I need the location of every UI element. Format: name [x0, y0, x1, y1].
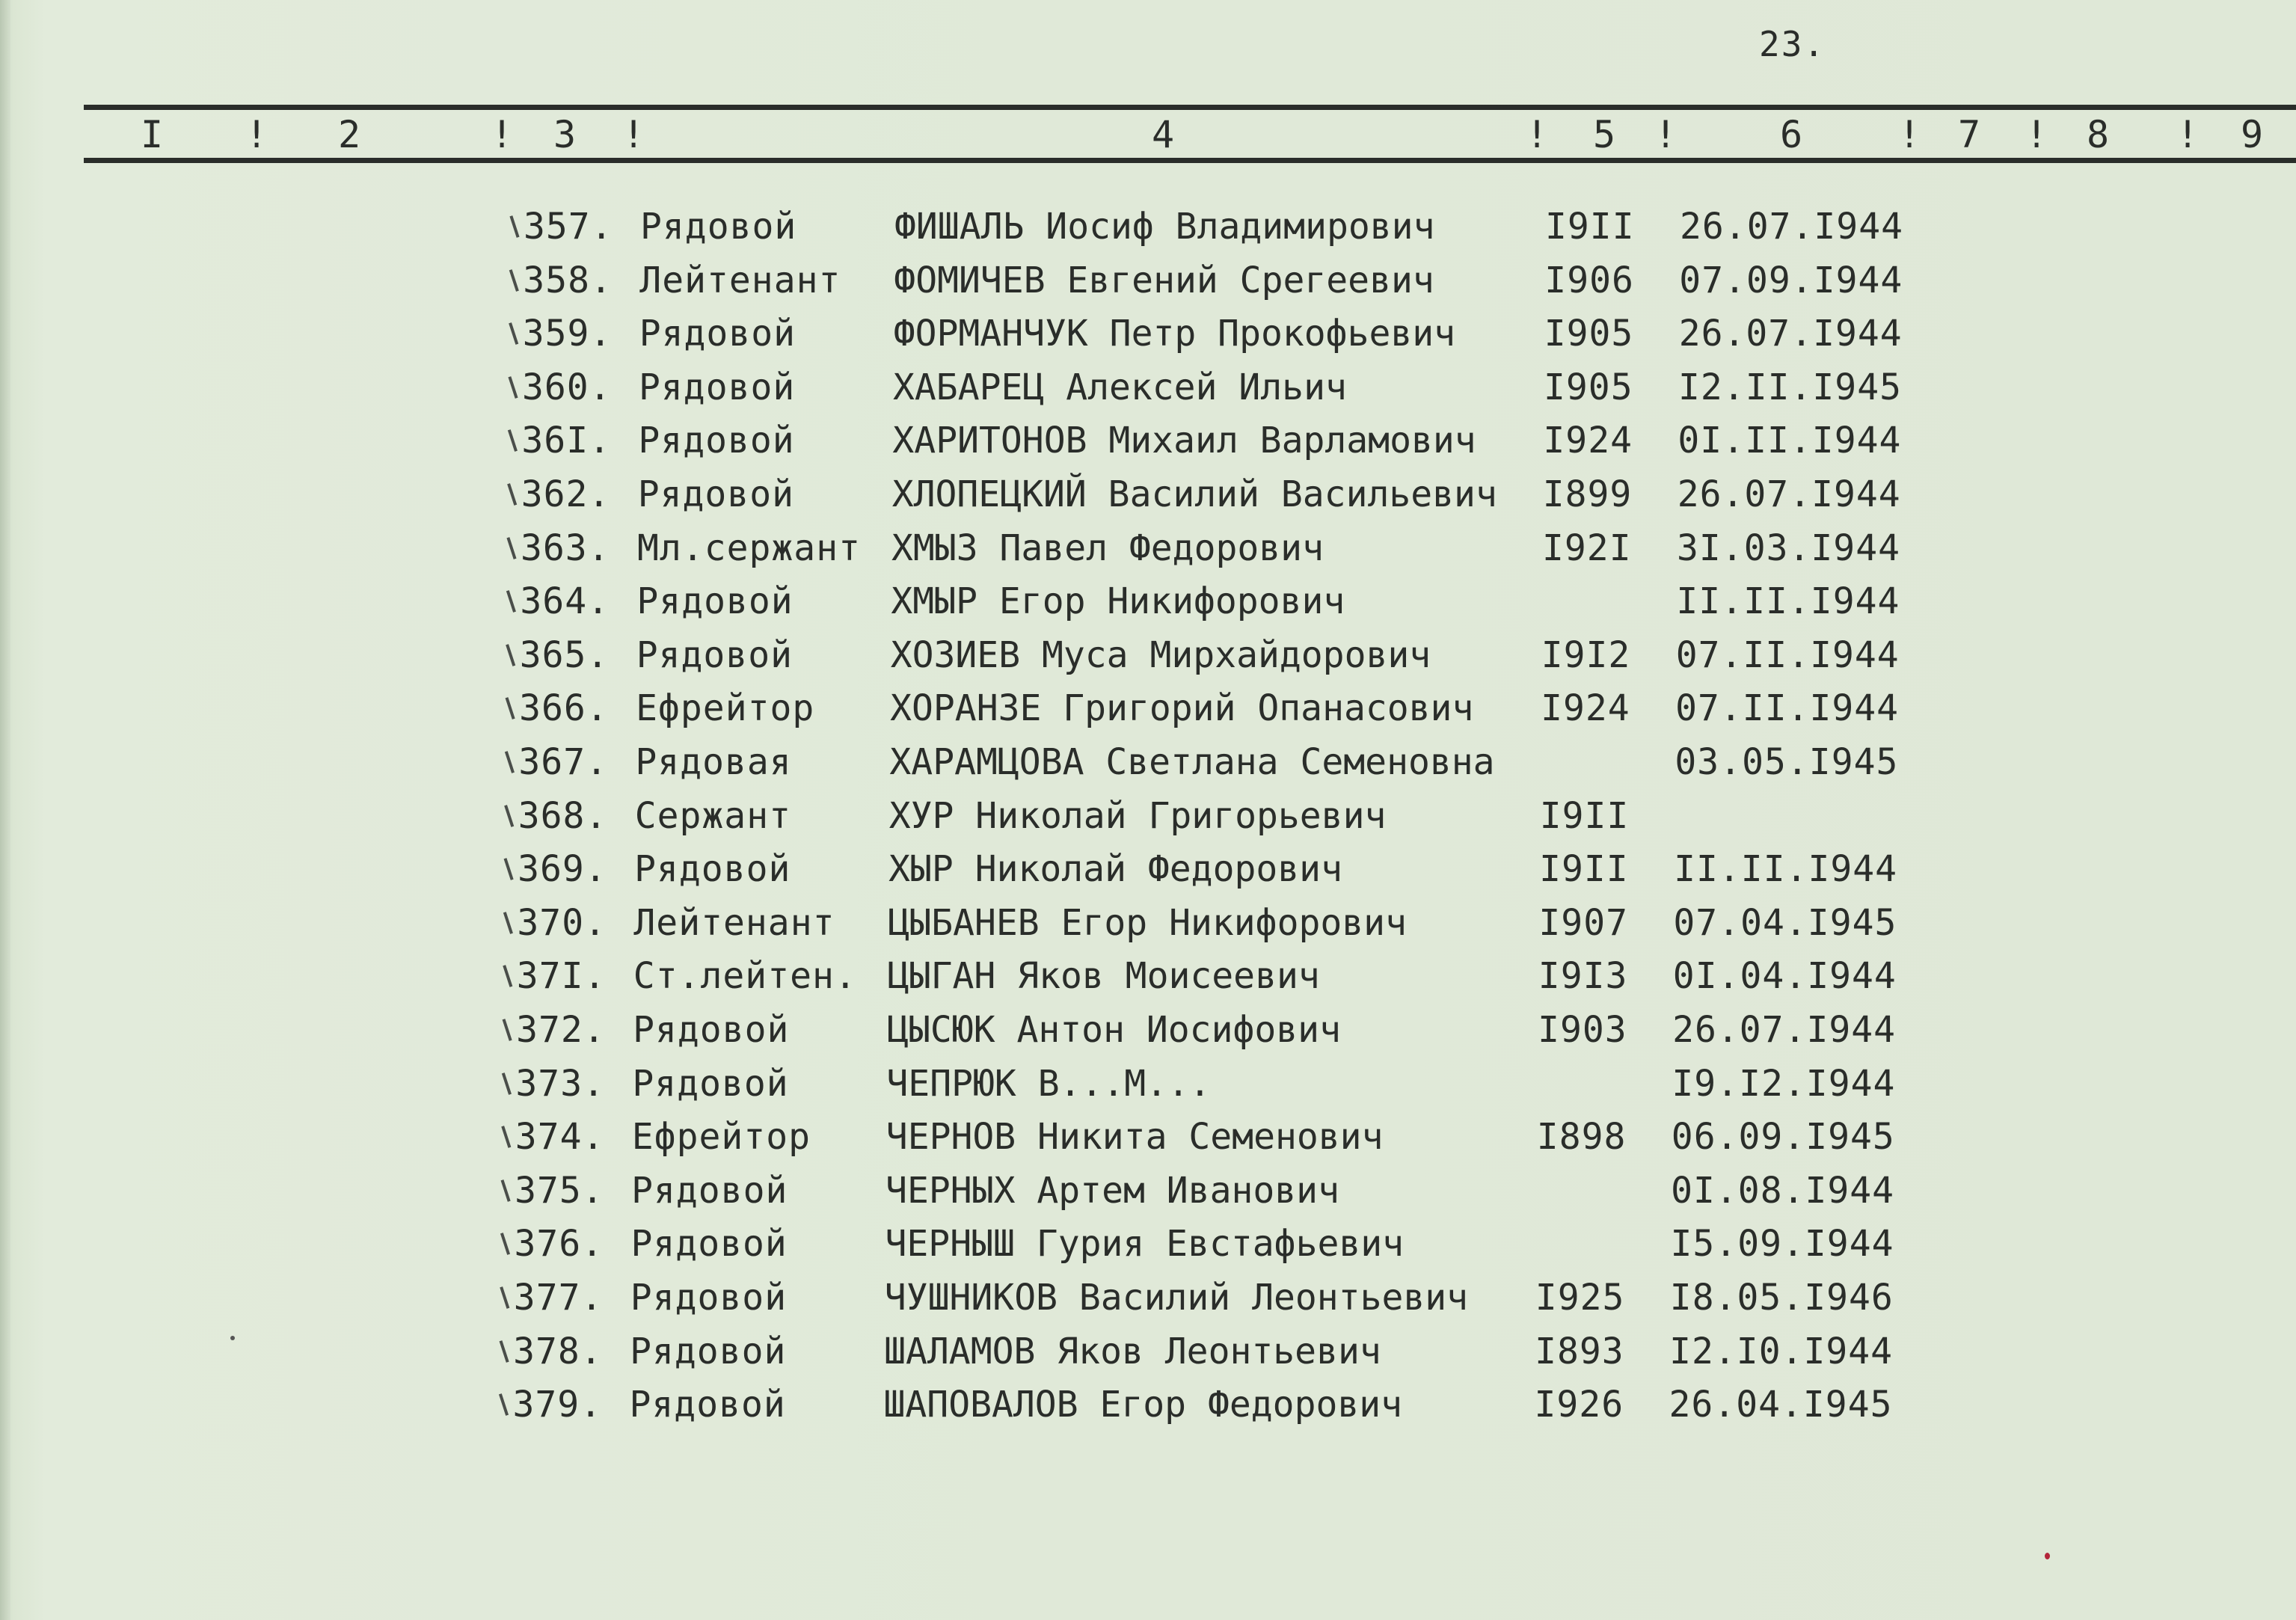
- date-of-death: 26.04.I945: [1669, 1384, 1893, 1426]
- date-of-death: 07.II.I944: [1675, 687, 1900, 730]
- table-row: [0, 630, 2292, 680]
- record-number: 372.: [516, 1009, 606, 1051]
- table-row: [0, 737, 2291, 787]
- pencil-check-mark: [501, 1179, 511, 1202]
- record-number: 358.: [523, 259, 613, 301]
- military-rank: Рядовой: [638, 420, 795, 462]
- date-of-death: 26.07.I944: [1677, 473, 1901, 515]
- date-of-death: 03.05.I945: [1675, 741, 1899, 783]
- record-number: 370.: [517, 901, 607, 944]
- military-rank: Рядовой: [639, 366, 796, 408]
- header-rule-top: [84, 105, 2296, 110]
- table-row: [0, 1380, 2286, 1429]
- birth-year: I898: [1536, 1116, 1627, 1159]
- column-header-I: I: [141, 113, 164, 156]
- record-number: 365.: [519, 633, 610, 676]
- military-rank: Рядовой: [639, 313, 796, 355]
- record-number: 37I.: [516, 955, 607, 998]
- record-number: 375.: [515, 1169, 604, 1212]
- full-name: ХМЫЗ Павел Федорович: [891, 527, 1324, 569]
- pencil-check-mark: [509, 269, 519, 292]
- date-of-death: 07.II.I944: [1675, 633, 1900, 676]
- full-name: ЧЕРНОВ Никита Семенович: [885, 1116, 1384, 1159]
- pencil-check-mark: [505, 751, 515, 773]
- table-row: [0, 684, 2292, 733]
- paper-speck: [230, 1336, 235, 1340]
- table-row: [0, 1005, 2289, 1055]
- pencil-check-mark: [500, 1340, 509, 1363]
- record-number: 362.: [521, 473, 611, 515]
- table-row: [0, 1166, 2287, 1215]
- birth-year: I925: [1535, 1277, 1625, 1319]
- military-rank: Рядовой: [629, 1384, 786, 1426]
- pencil-check-mark: [499, 1393, 509, 1416]
- date-of-death: 07.04.I945: [1673, 901, 1897, 944]
- birth-year: I9II: [1545, 206, 1635, 248]
- pencil-check-mark: [503, 912, 513, 934]
- record-number: 364.: [520, 580, 610, 623]
- pencil-check-mark: [504, 805, 514, 827]
- birth-year: I9I2: [1541, 633, 1631, 676]
- birth-year: I906: [1544, 259, 1634, 301]
- column-separator: !: [2025, 113, 2048, 156]
- birth-year: I924: [1541, 687, 1630, 730]
- record-number: 357.: [524, 206, 613, 248]
- column-header-5: 5: [1593, 113, 1616, 156]
- military-rank: Лейтенант: [639, 259, 841, 301]
- column-header-4: 4: [1152, 113, 1175, 156]
- full-name: ХМЫР Егор Никифорович: [891, 580, 1345, 623]
- birth-year: I9I3: [1538, 955, 1628, 998]
- table-row: [0, 256, 2295, 305]
- table-row: [0, 1059, 2288, 1108]
- record-number: 36I.: [521, 420, 611, 462]
- birth-year: I907: [1538, 901, 1628, 944]
- date-of-death: 06.09.I945: [1671, 1116, 1895, 1159]
- date-of-death: I2.II.I945: [1678, 366, 1902, 408]
- pencil-check-mark: [500, 1286, 509, 1309]
- date-of-death: 26.07.I944: [1678, 313, 1903, 355]
- full-name: ХАРИТОНОВ Михаил Варламович: [892, 420, 1476, 462]
- date-of-death: 0I.08.I944: [1671, 1169, 1895, 1212]
- column-header-6: 6: [1780, 113, 1803, 156]
- table-row: [0, 202, 2296, 251]
- page-number: 23.: [1759, 24, 1826, 64]
- full-name: ЦЫСЮК Антон Иосифович: [887, 1009, 1341, 1051]
- birth-year: I92I: [1542, 527, 1632, 569]
- full-name: ХОЗИЕВ Муса Мирхайдорович: [890, 633, 1431, 676]
- pencil-check-mark: [501, 1126, 511, 1148]
- record-number: 363.: [521, 527, 610, 569]
- military-rank: Рядовой: [630, 1223, 788, 1265]
- pencil-check-mark: [506, 644, 515, 666]
- birth-year: I926: [1534, 1384, 1624, 1426]
- date-of-death: 26.07.I944: [1680, 206, 1903, 248]
- table-row: [0, 309, 2295, 358]
- table-row: [0, 577, 2292, 626]
- record-number: 373.: [515, 1062, 605, 1105]
- pencil-check-mark: [509, 322, 518, 345]
- pencil-check-mark: [506, 698, 515, 720]
- date-of-death: I8.05.I946: [1669, 1277, 1894, 1319]
- birth-year: I9II: [1539, 848, 1629, 891]
- table-row: [0, 898, 2289, 948]
- full-name: ЧЕРНЫХ Артем Иванович: [885, 1169, 1339, 1212]
- date-of-death: II.II.I944: [1674, 848, 1898, 891]
- table-row: [0, 844, 2290, 894]
- date-of-death: 07.09.I944: [1679, 259, 1903, 301]
- column-separator: !: [622, 113, 645, 156]
- full-name: ЧЕРНЫШ Гурия Евстафьевич: [885, 1223, 1405, 1265]
- record-number: 359.: [522, 313, 613, 355]
- military-rank: Ефрейтор: [631, 1116, 811, 1159]
- date-of-death: I2.I0.I944: [1669, 1330, 1894, 1372]
- full-name: ХАРАМЦОВА Светлана Семеновна: [889, 741, 1495, 783]
- pencil-check-mark: [508, 376, 518, 399]
- military-rank: Рядовой: [637, 473, 794, 515]
- record-number: 367.: [518, 741, 608, 783]
- full-name: ФОРМАНЧУК Петр Прокофьевич: [893, 313, 1456, 355]
- paper-speck: [2045, 1553, 2050, 1559]
- record-number: 378.: [513, 1330, 603, 1372]
- full-name: ШАЛАМОВ Яков Леонтьевич: [884, 1330, 1381, 1372]
- full-name: ЧУШНИКОВ Василий Леонтьевич: [884, 1277, 1469, 1319]
- military-rank: Сержант: [634, 794, 791, 837]
- military-rank: Рядовой: [634, 848, 791, 891]
- column-separator: !: [1526, 113, 1549, 156]
- pencil-check-mark: [506, 537, 516, 559]
- date-of-death: 26.07.I944: [1672, 1009, 1897, 1051]
- table-row: [0, 1327, 2286, 1376]
- table-row: [0, 1273, 2286, 1322]
- military-rank: Рядовой: [631, 1169, 788, 1212]
- date-of-death: II.II.I944: [1676, 580, 1900, 623]
- full-name: ХЛОПЕЦКИЙ Василий Васильевич: [891, 473, 1497, 515]
- birth-year: I905: [1544, 313, 1634, 355]
- table-row: [0, 951, 2289, 1001]
- military-rank: Рядовой: [633, 1009, 790, 1051]
- military-rank: Рядовой: [632, 1062, 789, 1105]
- column-header-7: 7: [1958, 113, 1981, 156]
- table-row: [0, 363, 2295, 412]
- birth-year: I893: [1535, 1330, 1624, 1372]
- military-rank: Рядовой: [630, 1330, 787, 1372]
- header-rule-bottom: [84, 158, 2296, 163]
- military-rank: Ст.лейтен.: [633, 955, 857, 998]
- column-separator: !: [2176, 113, 2200, 156]
- column-header-3: 3: [553, 113, 577, 156]
- column-separator: !: [1898, 113, 1921, 156]
- full-name: ЧЕПРЮК В...М...: [886, 1062, 1211, 1105]
- date-of-death: 0I.04.I944: [1672, 955, 1897, 998]
- birth-year: I905: [1544, 366, 1633, 408]
- military-rank: Мл.сержант: [637, 527, 861, 569]
- date-of-death: 0I.II.I944: [1678, 420, 1902, 462]
- military-rank: Ефрейтор: [636, 687, 815, 730]
- date-of-death: 3I.03.I944: [1677, 527, 1900, 569]
- column-separator: !: [245, 113, 268, 156]
- full-name: ХАБАРЕЦ Алексей Ильич: [893, 366, 1347, 408]
- table-row: [0, 1219, 2287, 1268]
- pencil-check-mark: [509, 215, 519, 238]
- full-name: ХОРАНЗЕ Григорий Опанасович: [890, 687, 1474, 730]
- full-name: ЦЫБАНЕВ Егор Никифорович: [888, 901, 1407, 944]
- pencil-check-mark: [504, 858, 514, 880]
- birth-year: I903: [1538, 1009, 1627, 1051]
- record-number: 377.: [513, 1277, 604, 1319]
- record-number: 360.: [522, 366, 612, 408]
- record-number: 374.: [515, 1116, 605, 1159]
- record-number: 366.: [519, 687, 609, 730]
- column-header-8: 8: [2087, 113, 2110, 156]
- table-row: [0, 791, 2291, 841]
- table-row: [0, 1112, 2288, 1162]
- column-header-2: 2: [338, 113, 361, 156]
- full-name: ФИШАЛЬ Иосиф Владимирович: [894, 206, 1435, 248]
- pencil-check-mark: [507, 483, 517, 506]
- military-rank: Рядовой: [630, 1277, 788, 1319]
- birth-year: I899: [1542, 473, 1633, 515]
- pencil-check-mark: [502, 1073, 512, 1095]
- birth-year: I9II: [1539, 794, 1630, 837]
- record-number: 376.: [514, 1223, 604, 1265]
- military-rank: Рядовая: [635, 741, 792, 783]
- full-name: ЦЫГАН Яков Моисеевич: [887, 955, 1320, 998]
- pencil-check-mark: [508, 430, 518, 452]
- column-separator: !: [491, 113, 514, 156]
- full-name: ФОМИЧЕВ Евгений Срегеевич: [894, 259, 1434, 301]
- military-rank: Лейтенант: [633, 901, 835, 944]
- pencil-check-mark: [506, 590, 516, 613]
- table-row: [0, 524, 2293, 573]
- record-number: 369.: [518, 848, 607, 891]
- table-row: [0, 416, 2294, 465]
- pencil-check-mark: [503, 966, 512, 988]
- pencil-check-mark: [503, 1019, 512, 1041]
- table-row: [0, 470, 2294, 519]
- full-name: ШАПОВАЛОВ Егор Федорович: [883, 1384, 1403, 1426]
- birth-year: I924: [1543, 420, 1633, 462]
- full-name: ХЫР Николай Федорович: [888, 848, 1342, 891]
- military-rank: Рядовой: [636, 633, 793, 676]
- column-separator: !: [1654, 113, 1678, 156]
- pencil-check-mark: [500, 1233, 510, 1256]
- column-header-9: 9: [2241, 113, 2264, 156]
- date-of-death: I9.I2.I944: [1672, 1062, 1896, 1105]
- military-rank: Рядовой: [636, 580, 794, 623]
- military-rank: Рядовой: [640, 206, 797, 248]
- date-of-death: I5.09.I944: [1670, 1223, 1894, 1265]
- full-name: ХУР Николай Григорьевич: [888, 794, 1387, 837]
- record-number: 368.: [518, 794, 608, 837]
- record-number: 379.: [512, 1384, 603, 1426]
